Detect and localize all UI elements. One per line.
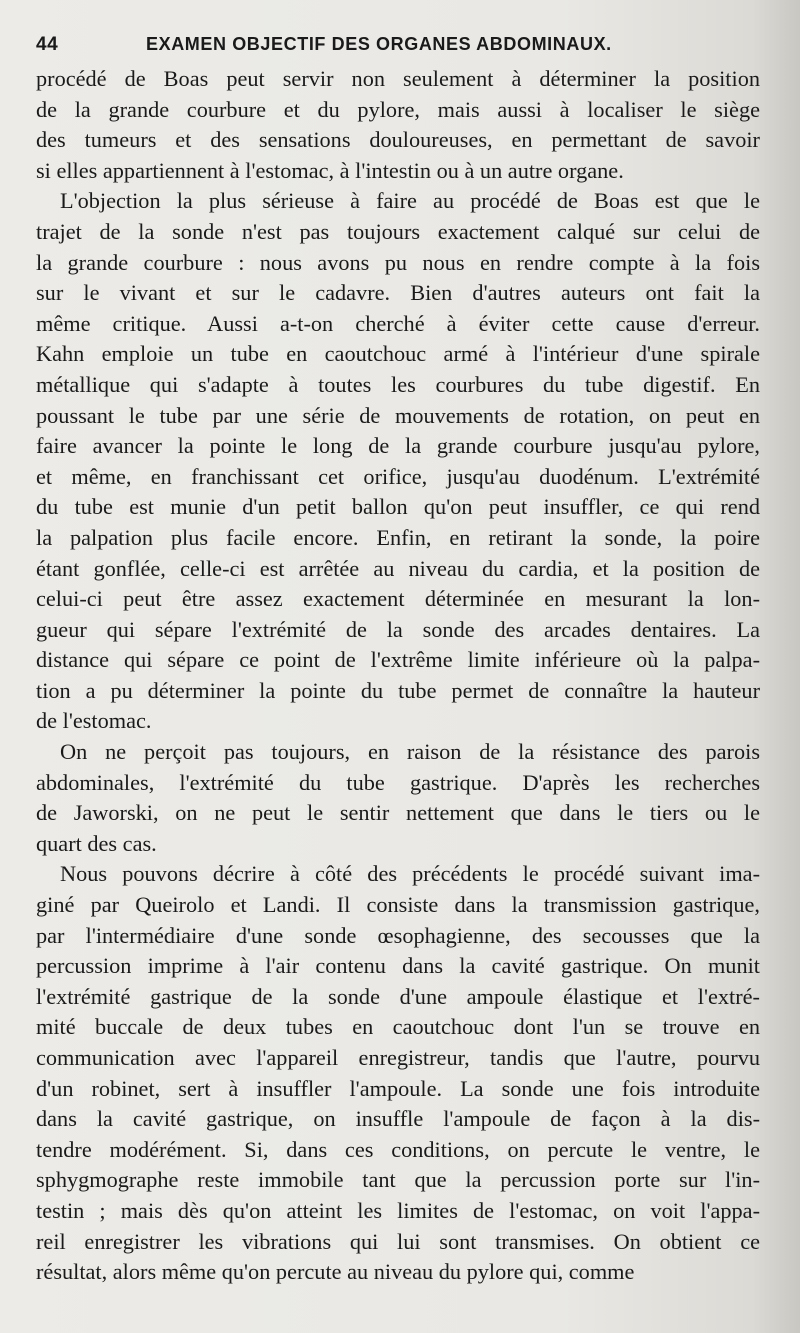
text-line: de Jaworski, on ne peut le sentir nettement que dans le tiers ou le bbox=[36, 800, 760, 826]
page-number: 44 bbox=[36, 34, 59, 55]
text-line: dans la cavité gastrique, on insuffle l'ampoule de façon à la dis- bbox=[36, 1106, 760, 1132]
body-text bbox=[36, 64, 760, 1288]
text-line: la grande courbure : nous avons pu nous en rendre compte à la fois bbox=[36, 249, 760, 275]
text-line: procédé de Boas peut servir non seulement à déterminer la position bbox=[36, 66, 760, 91]
text-line: tendre modérément. Si, dans ces conditions, on percute le ventre, le bbox=[36, 1136, 760, 1162]
text-line: Nous pouvons décrire à côté des précédents le procédé suivant ima- bbox=[60, 861, 760, 887]
text-line: résultat, alors même qu'on percute au niveau du pylore qui, comme bbox=[36, 1259, 635, 1285]
text-line: d'un robinet, sert à insuffler l'ampoule. La sonde une fois introduite bbox=[36, 1075, 760, 1101]
text-line: même critique. Aussi a-t-on cherché à éviter cette cause d'erreur. bbox=[36, 310, 760, 336]
text-line: giné par Queirolo et Landi. Il consiste dans la transmission gastrique, bbox=[36, 892, 760, 918]
text-line: poussant le tube par une série de mouvements de rotation, on peut en bbox=[36, 402, 760, 428]
text-line: et même, en franchissant cet orifice, jusqu'au duodénum. L'extrémité bbox=[36, 463, 760, 489]
text-line: quart des cas. bbox=[36, 830, 157, 856]
text-line: métallique qui s'adapte à toutes les courbures du tube digestif. En bbox=[36, 371, 760, 397]
text-line: faire avancer la pointe le long de la grande courbure jusqu'au pylore, bbox=[36, 433, 760, 459]
text-line: testin ; mais dès qu'on atteint les limites de l'estomac, on voit l'appa- bbox=[36, 1197, 760, 1223]
text-line: distance qui sépare ce point de l'extrême limite inférieure où la palpa- bbox=[36, 647, 760, 673]
text-line: L'objection la plus sérieuse à faire au procédé de Boas est que le bbox=[60, 188, 760, 214]
running-head bbox=[36, 28, 762, 64]
text-line: communication avec l'appareil enregistreur, tandis que l'autre, pourvu bbox=[36, 1045, 760, 1070]
text-line: percussion imprime à l'air contenu dans la cavité gastrique. On munit bbox=[36, 953, 760, 979]
text-line: de l'estomac. bbox=[36, 708, 152, 734]
text-line: tion a pu déterminer la pointe du tube permet de connaître la hauteur bbox=[36, 677, 760, 703]
text-line: des tumeurs et des sensations douloureuses, en permettant de savoir bbox=[36, 127, 760, 153]
text-line: de la grande courbure et du pylore, mais aussi à localiser le siège bbox=[36, 96, 760, 122]
text-line: sur le vivant et sur le cadavre. Bien d'autres auteurs ont fait la bbox=[36, 280, 760, 306]
paragraph bbox=[36, 859, 760, 1287]
text-line: mité buccale de deux tubes en caoutchouc dont l'un se trouve en bbox=[36, 1014, 760, 1040]
text-line: Kahn emploie un tube en caoutchouc armé à l'intérieur d'une spirale bbox=[36, 341, 760, 367]
text-line: gueur qui sépare l'extrémité de la sonde des arcades dentaires. La bbox=[36, 616, 760, 642]
text-line: l'extrémité gastrique de la sonde d'une ampoule élastique et l'extré- bbox=[36, 983, 760, 1009]
text-line: étant gonflée, celle-ci est arrêtée au niveau du cardia, et la position de bbox=[36, 555, 760, 581]
text-line: si elles appartiennent à l'estomac, à l'intestin ou à un autre organe. bbox=[36, 157, 624, 183]
page-header-title: EXAMEN OBJECTIF DES ORGANES ABDOMINAUX. bbox=[146, 34, 612, 54]
paragraph bbox=[36, 737, 760, 859]
text-line: reil enregistrer les vibrations qui lui sont transmises. On obtient ce bbox=[36, 1228, 760, 1254]
text-line: trajet de la sonde n'est pas toujours exactement calqué sur celui de bbox=[36, 218, 760, 244]
text-line: On ne perçoit pas toujours, en raison de la résistance des parois bbox=[60, 739, 760, 765]
text-line: la palpation plus facile encore. Enfin, en retirant la sonde, la poire bbox=[36, 524, 760, 550]
paragraph bbox=[36, 186, 760, 737]
text-line: abdominales, l'extrémité du tube gastrique. D'après les recherches bbox=[36, 769, 760, 795]
text-line: celui-ci peut être assez exactement déterminée en mesurant la lon- bbox=[36, 586, 760, 612]
text-line: sphygmographe reste immobile tant que la percussion porte sur l'in- bbox=[36, 1167, 760, 1193]
text-line: du tube est munie d'un petit ballon qu'on peut insuffler, ce qui rend bbox=[36, 494, 760, 520]
paragraph bbox=[36, 64, 760, 186]
text-line: par l'intermédiaire d'une sonde œsophagienne, des secousses que la bbox=[36, 922, 760, 948]
